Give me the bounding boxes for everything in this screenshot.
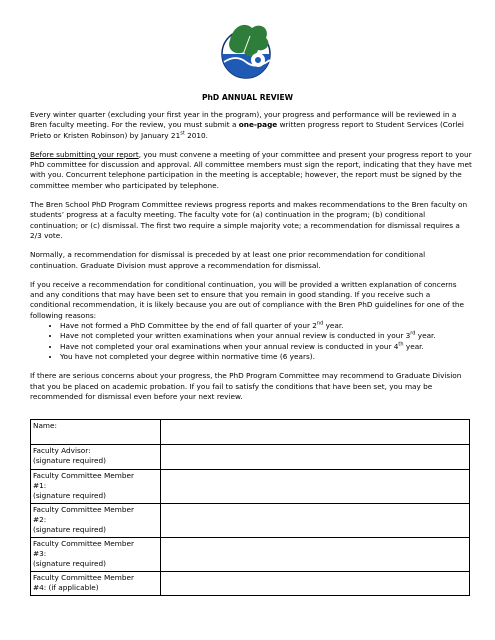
table-row [31, 538, 470, 572]
table-row [31, 420, 470, 445]
committee-member-1-label [31, 470, 161, 504]
member-1-line-3: (signature required) [33, 491, 106, 500]
reason-item-normative-time: • You have not completed your degree within normative time (6 years). [60, 352, 472, 362]
advisor-line-1: Faculty Advisor: [33, 446, 91, 455]
member-1-line-2: #1: [33, 481, 47, 490]
committee-member-4-signature-field[interactable] [161, 572, 470, 596]
name-label-text: Name: [33, 421, 57, 430]
name-label [31, 420, 161, 445]
committee-member-2-label [31, 504, 161, 538]
reason-1-text: Have not formed a PhD Committee by the end of fall quarter of your 2 [60, 321, 317, 331]
committee-member-2-signature-field[interactable] [161, 504, 470, 538]
member-3-line-2: #3: [33, 549, 47, 558]
faculty-advisor-signature-field[interactable] [161, 445, 470, 470]
reason-item-committee [60, 321, 472, 331]
intro-paragraph [30, 110, 472, 141]
committee-member-3-label [31, 538, 161, 572]
reasons-list [30, 321, 472, 362]
member-2-line-1: Faculty Committee Member [33, 505, 134, 514]
committee-member-4-label [31, 572, 161, 596]
reason-1-sup: nd [316, 320, 324, 327]
table-row [31, 470, 470, 504]
reason-item-written-exams [60, 331, 472, 341]
signature-table [30, 419, 470, 596]
reason-1-end: year. [323, 321, 344, 331]
reason-3-text: Have not completed your oral examinations when your annual review is conducted in your 4 [60, 341, 399, 351]
member-4-line-2: #4: (if applicable) [33, 583, 99, 592]
member-1-line-1: Faculty Committee Member [33, 471, 134, 480]
member-2-line-2: #2: [33, 515, 47, 524]
table-row [31, 445, 470, 470]
one-page-emphasis: one-page [238, 120, 278, 130]
probation-paragraph: If there are serious concerns about your progress, the PhD Program Committee may recommend to Graduate Division that you be placed on academic probation. If you fail to satisfy the conditions that have been set, you may be recommended for dismissal even before your next review. [30, 371, 462, 401]
reason-3-sup: th [398, 341, 404, 348]
member-3-line-3: (signature required) [33, 559, 106, 568]
reason-2-sup: rd [410, 330, 416, 337]
conditional-continuation-paragraph: If you receive a recommendation for conditional continuation, you will be provided a written explanation of concerns and any conditions that may have been set to ensure that you remain in good standing. If you receive such a conditional recommendation, it is likely because you are out of compliance with the Bren PhD guidelines for one of the following reasons: [30, 279, 465, 320]
table-row [31, 572, 470, 596]
reason-item-oral-exams [60, 342, 472, 352]
member-4-line-1: Faculty Committee Member [33, 573, 134, 582]
reason-2-text: Have not completed your written examinations when your annual review is conducted in your 3 [60, 331, 411, 341]
advisor-line-2: (signature required) [33, 456, 106, 465]
before-submitting-underlined: Before submitting your report [30, 149, 139, 159]
name-field[interactable] [161, 420, 470, 445]
reason-3-end: year. [403, 341, 424, 351]
intro-text-1: Every winter quarter (excluding your first year in the program), your progress and performance will be reviewed in a Bren faculty meeting. For the review, you must submit a [30, 110, 457, 130]
table-row [31, 504, 470, 538]
member-3-line-1: Faculty Committee Member [33, 539, 134, 548]
reason-2-end: year. [415, 331, 436, 341]
member-2-line-3: (signature required) [33, 525, 106, 534]
intro-text-3: 2010. [184, 130, 209, 140]
page-title: PhD ANNUAL REVIEW [201, 93, 294, 102]
before-submitting-text: , you must convene a meeting of your committee and present your progress report to your PhD committee for discussion and approval. All committee members must sign the report, indicating that they have met with you. Concurrent telephone participation in the meeting is acceptable; however, the report must be signed by the committee member who participated by telephone. [30, 149, 472, 190]
faculty-advisor-label [31, 445, 161, 470]
committee-member-3-signature-field[interactable] [161, 538, 470, 572]
program-committee-paragraph: The Bren School PhD Program Committee reviews progress reports and makes recommendations to the Bren faculty on students’ progress at a faculty meeting. The faculty vote for (a) continuation in the program; (b) conditional continuation; or (c) dismissal. The first two require a simple majority vote; a recommendation for dismissal requires a 2/3 vote. [30, 200, 468, 240]
bren-school-logo [212, 18, 280, 86]
before-submitting-paragraph [30, 150, 472, 191]
intro-text-2: written progress report to Student Services (Corlei Prieto or Kristen Robinson) by January 21 [30, 120, 464, 140]
dismissal-paragraph: Normally, a recommendation for dismissal is preceded by at least one prior recommendation for conditional continuation. Graduate Division must approve a recommendation for dismissal. [30, 250, 426, 270]
intro-superscript: st [180, 130, 185, 137]
document-body [30, 110, 472, 411]
committee-member-1-signature-field[interactable] [161, 470, 470, 504]
